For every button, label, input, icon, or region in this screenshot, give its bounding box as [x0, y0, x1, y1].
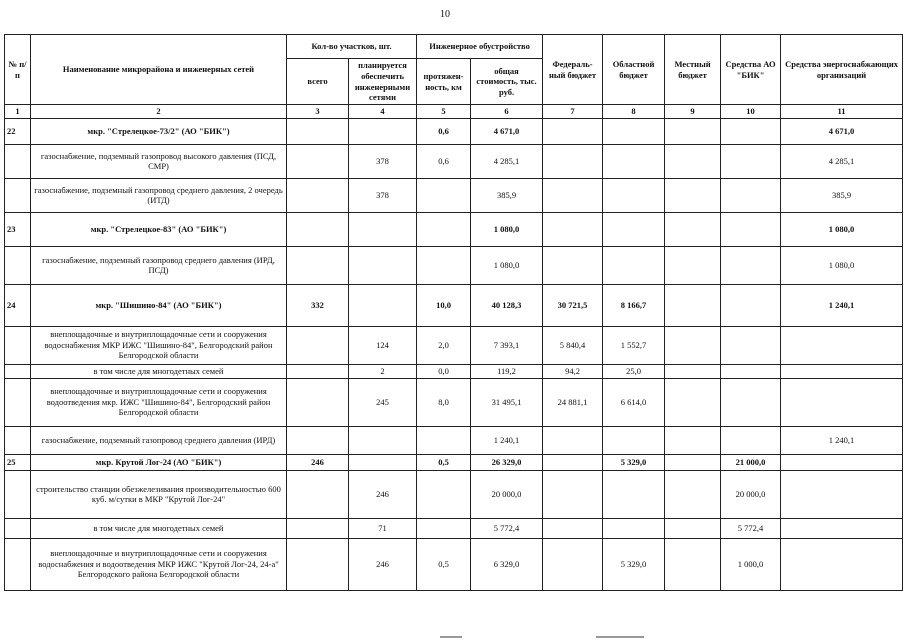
column-index: 11 — [781, 105, 903, 119]
header-plots-planned: планируется обеспечить инженерными сетями — [349, 59, 417, 105]
cell-federal — [543, 212, 603, 246]
cell-energy — [781, 326, 903, 364]
cell-length — [417, 426, 471, 454]
cell-cost: 7 393,1 — [471, 326, 543, 364]
cell-bik — [721, 178, 781, 212]
cell-no — [5, 326, 31, 364]
cell-regional — [603, 118, 665, 144]
cell-cost: 31 495,1 — [471, 378, 543, 426]
cell-federal — [543, 144, 603, 178]
cell-bik — [721, 246, 781, 284]
cell-bik — [721, 212, 781, 246]
cell-name: мкр. Крутой Лог-24 (АО "БИК") — [31, 454, 287, 470]
cell-cost: 119,2 — [471, 364, 543, 378]
cell-planned — [349, 284, 417, 326]
cell-planned: 246 — [349, 470, 417, 518]
cell-regional — [603, 178, 665, 212]
scan-mark — [596, 636, 644, 638]
cell-planned: 2 — [349, 364, 417, 378]
cell-energy — [781, 470, 903, 518]
cell-energy — [781, 454, 903, 470]
cell-name: мкр. "Стрелецкое-73/2" (АО "БИК") — [31, 118, 287, 144]
header-energy: Средства энергоснабжающих организаций — [781, 35, 903, 105]
column-index: 6 — [471, 105, 543, 119]
cell-total — [287, 538, 349, 590]
cell-federal — [543, 518, 603, 538]
cell-federal — [543, 538, 603, 590]
cell-planned: 71 — [349, 518, 417, 538]
cell-planned: 245 — [349, 378, 417, 426]
cell-length — [417, 212, 471, 246]
cell-total — [287, 178, 349, 212]
header-regional: Областной бюджет — [603, 35, 665, 105]
scan-mark — [440, 636, 462, 638]
cell-energy: 4 671,0 — [781, 118, 903, 144]
cell-energy: 4 285,1 — [781, 144, 903, 178]
cell-federal: 24 881,1 — [543, 378, 603, 426]
cell-total — [287, 470, 349, 518]
header-no: № п/п — [5, 35, 31, 105]
cell-name: внеплощадочные и внутриплощадочные сети и сооружения водоснабжения и водоотведения МКР ИЖС "Крутой Лог-24, 24-а" Белгородского района Белгородской области — [31, 538, 287, 590]
table-row — [5, 538, 903, 590]
cell-energy — [781, 518, 903, 538]
cell-planned: 378 — [349, 178, 417, 212]
cell-energy — [781, 538, 903, 590]
cell-bik — [721, 326, 781, 364]
table-row-section — [5, 118, 903, 144]
cell-no: 23 — [5, 212, 31, 246]
cell-regional: 1 552,7 — [603, 326, 665, 364]
cell-local — [665, 364, 721, 378]
cell-local — [665, 538, 721, 590]
cell-bik — [721, 426, 781, 454]
header-cost: общая стоимость, тыс. руб. — [471, 59, 543, 105]
header-plots: Кол-во участков, шт. — [287, 35, 417, 59]
cell-name: строительство станции обезжелезивания производительностью 600 куб. м/сутки в МКР "Крутой Лог-24" — [31, 470, 287, 518]
cell-planned — [349, 246, 417, 284]
cell-no: 24 — [5, 284, 31, 326]
cell-energy: 1 240,1 — [781, 284, 903, 326]
header-name: Наименование микрорайона и инженерных сетей — [31, 35, 287, 105]
cell-name: внеплощадочные и внутриплощадочные сети и сооружения водоотведения мкр. ИЖС "Шишино-84", Белгородский район Белгородской области — [31, 378, 287, 426]
cell-energy: 1 240,1 — [781, 426, 903, 454]
table-row — [5, 378, 903, 426]
cell-federal: 30 721,5 — [543, 284, 603, 326]
cell-total — [287, 144, 349, 178]
column-index: 1 — [5, 105, 31, 119]
cell-energy — [781, 378, 903, 426]
cell-name: в том числе для многодетных семей — [31, 364, 287, 378]
cell-cost: 1 240,1 — [471, 426, 543, 454]
cell-total — [287, 118, 349, 144]
cell-cost: 5 772,4 — [471, 518, 543, 538]
cell-name: газоснабжение, подземный газопровод высокого давления (ПСД, СМР) — [31, 144, 287, 178]
cell-bik — [721, 378, 781, 426]
cell-local — [665, 284, 721, 326]
table-row-section — [5, 454, 903, 470]
cell-local — [665, 326, 721, 364]
page-number: 10 — [440, 9, 450, 20]
cell-total — [287, 326, 349, 364]
column-index: 7 — [543, 105, 603, 119]
column-index: 8 — [603, 105, 665, 119]
cell-bik: 20 000,0 — [721, 470, 781, 518]
header-engineering: Инженерное обустройство — [417, 35, 543, 59]
cell-regional — [603, 518, 665, 538]
cell-cost: 6 329,0 — [471, 538, 543, 590]
cell-total — [287, 378, 349, 426]
column-index: 5 — [417, 105, 471, 119]
cell-cost: 4 671,0 — [471, 118, 543, 144]
cell-cost: 20 000,0 — [471, 470, 543, 518]
cell-regional — [603, 470, 665, 518]
cell-bik: 5 772,4 — [721, 518, 781, 538]
cell-name: газоснабжение, подземный газопровод среднего давления, 2 очередь (ИТД) — [31, 178, 287, 212]
cell-planned — [349, 426, 417, 454]
cell-local — [665, 144, 721, 178]
cell-bik — [721, 144, 781, 178]
table-row-section — [5, 284, 903, 326]
cell-federal: 5 840,4 — [543, 326, 603, 364]
cell-regional: 6 614,0 — [603, 378, 665, 426]
cell-no: 22 — [5, 118, 31, 144]
cell-length: 0,5 — [417, 538, 471, 590]
cell-bik: 21 000,0 — [721, 454, 781, 470]
table-row — [5, 144, 903, 178]
column-index: 2 — [31, 105, 287, 119]
cell-federal — [543, 426, 603, 454]
cell-cost: 385,9 — [471, 178, 543, 212]
cell-no — [5, 470, 31, 518]
table-row-section — [5, 212, 903, 246]
column-index: 10 — [721, 105, 781, 119]
cell-no — [5, 426, 31, 454]
cell-energy: 1 080,0 — [781, 246, 903, 284]
cell-length — [417, 246, 471, 284]
cell-local — [665, 378, 721, 426]
cell-federal — [543, 118, 603, 144]
table-row — [5, 518, 903, 538]
table-row — [5, 470, 903, 518]
cell-no — [5, 378, 31, 426]
cell-local — [665, 118, 721, 144]
cell-bik — [721, 284, 781, 326]
cell-energy — [781, 364, 903, 378]
cell-name: внеплощадочные и внутриплощадочные сети и сооружения водоснабжения МКР ИЖС "Шишино-84", Белгородский район Белгородской области — [31, 326, 287, 364]
cell-local — [665, 212, 721, 246]
cell-planned — [349, 212, 417, 246]
header-length: протяжен-ность, км — [417, 59, 471, 105]
cell-regional — [603, 144, 665, 178]
cell-length: 0,0 — [417, 364, 471, 378]
cell-bik — [721, 364, 781, 378]
cell-no — [5, 144, 31, 178]
cell-local — [665, 246, 721, 284]
cell-no — [5, 364, 31, 378]
cell-no — [5, 246, 31, 284]
cell-cost: 1 080,0 — [471, 246, 543, 284]
column-index: 4 — [349, 105, 417, 119]
financing-table — [4, 34, 903, 591]
cell-name: газоснабжение, подземный газопровод среднего давления (ИРД, ПСД) — [31, 246, 287, 284]
header-bik: Средства АО "БИК" — [721, 35, 781, 105]
cell-length: 8,0 — [417, 378, 471, 426]
header-federal: Федераль-ный бюджет — [543, 35, 603, 105]
cell-total — [287, 212, 349, 246]
cell-length — [417, 470, 471, 518]
cell-total: 246 — [287, 454, 349, 470]
cell-local — [665, 518, 721, 538]
cell-planned: 378 — [349, 144, 417, 178]
cell-cost: 26 329,0 — [471, 454, 543, 470]
cell-length: 10,0 — [417, 284, 471, 326]
cell-length: 0,5 — [417, 454, 471, 470]
cell-local — [665, 178, 721, 212]
cell-name: мкр. "Стрелецкое-83" (АО "БИК") — [31, 212, 287, 246]
cell-bik — [721, 118, 781, 144]
cell-length: 0,6 — [417, 118, 471, 144]
column-index: 9 — [665, 105, 721, 119]
cell-name: в том числе для многодетных семей — [31, 518, 287, 538]
cell-cost: 1 080,0 — [471, 212, 543, 246]
cell-no — [5, 178, 31, 212]
table-row — [5, 364, 903, 378]
cell-length — [417, 518, 471, 538]
cell-total — [287, 364, 349, 378]
cell-regional: 5 329,0 — [603, 538, 665, 590]
cell-regional: 8 166,7 — [603, 284, 665, 326]
table-row — [5, 178, 903, 212]
cell-local — [665, 470, 721, 518]
table-row — [5, 426, 903, 454]
cell-length: 0,6 — [417, 144, 471, 178]
cell-federal — [543, 178, 603, 212]
cell-federal — [543, 454, 603, 470]
cell-bik: 1 000,0 — [721, 538, 781, 590]
cell-local — [665, 454, 721, 470]
cell-federal — [543, 246, 603, 284]
cell-no: 25 — [5, 454, 31, 470]
cell-name: мкр. "Шишино-84" (АО "БИК") — [31, 284, 287, 326]
cell-total — [287, 518, 349, 538]
cell-energy: 1 080,0 — [781, 212, 903, 246]
cell-total — [287, 246, 349, 284]
cell-no — [5, 518, 31, 538]
cell-planned — [349, 454, 417, 470]
cell-planned: 124 — [349, 326, 417, 364]
cell-total — [287, 426, 349, 454]
cell-regional — [603, 426, 665, 454]
header-local: Местный бюджет — [665, 35, 721, 105]
cell-cost: 4 285,1 — [471, 144, 543, 178]
cell-regional — [603, 246, 665, 284]
cell-planned: 246 — [349, 538, 417, 590]
cell-regional: 25,0 — [603, 364, 665, 378]
cell-name: газоснабжение, подземный газопровод среднего давления (ИРД) — [31, 426, 287, 454]
cell-federal: 94,2 — [543, 364, 603, 378]
cell-length: 2,0 — [417, 326, 471, 364]
cell-local — [665, 426, 721, 454]
column-index: 3 — [287, 105, 349, 119]
cell-total: 332 — [287, 284, 349, 326]
cell-no — [5, 538, 31, 590]
cell-federal — [543, 470, 603, 518]
header-plots-total: всего — [287, 59, 349, 105]
cell-regional: 5 329,0 — [603, 454, 665, 470]
table-row — [5, 326, 903, 364]
cell-cost: 40 128,3 — [471, 284, 543, 326]
cell-energy: 385,9 — [781, 178, 903, 212]
cell-planned — [349, 118, 417, 144]
cell-length — [417, 178, 471, 212]
column-index-row — [5, 105, 903, 119]
cell-regional — [603, 212, 665, 246]
table-row — [5, 246, 903, 284]
